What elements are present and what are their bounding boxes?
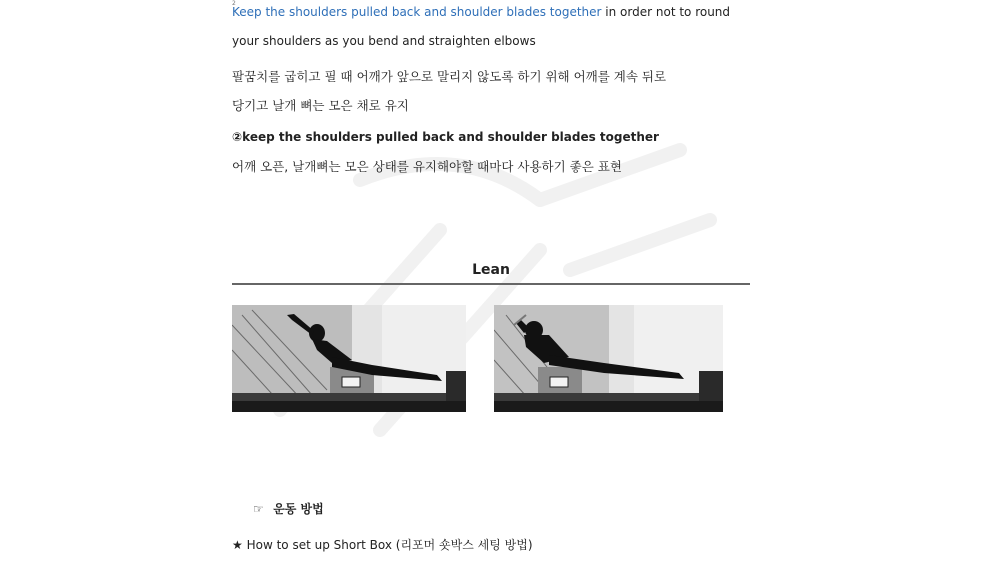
korean-translation-line-2: 당기고 날개 뼈는 모은 채로 유지 xyxy=(232,98,409,113)
star-icon: ★ xyxy=(232,538,243,552)
pointing-hand-icon: ☞ xyxy=(253,502,264,516)
footnote-mark: 2 xyxy=(232,0,236,7)
key-phrase-note: 어깨 오픈, 날개뼈는 모은 상태를 유지해야할 때마다 사용하기 좋은 표현 xyxy=(232,159,622,174)
heading-divider xyxy=(232,283,750,285)
key-phrase xyxy=(232,130,659,144)
howto-text: How to set up Short Box (리포머 숏박스 세팅 방법) xyxy=(246,538,533,552)
paragraph-1-line-2: your shoulders as you bend and straighten elbows xyxy=(232,34,536,48)
pilates-lean-photo-2 xyxy=(494,305,723,412)
pilates-lean-photo-1 xyxy=(232,305,466,412)
howto-line xyxy=(232,536,533,553)
exercise-method-label xyxy=(253,500,324,517)
circled-number-marker: ② xyxy=(232,130,243,144)
key-phrase-text: keep the shoulders pulled back and shoulder blades together xyxy=(242,130,659,144)
paragraph-1-line-1 xyxy=(232,5,730,19)
highlighted-phrase: Keep the shoulders pulled back and shoulder blades together xyxy=(232,5,602,19)
section-heading: Lean xyxy=(472,262,510,278)
korean-translation-line-1: 팔꿈치를 굽히고 필 때 어깨가 앞으로 말리지 않도록 하기 위해 어깨를 계속 뒤로 xyxy=(232,69,667,84)
paragraph-1-rest: in order not to round xyxy=(601,5,731,19)
exercise-method-text: 운동 방법 xyxy=(273,502,324,516)
